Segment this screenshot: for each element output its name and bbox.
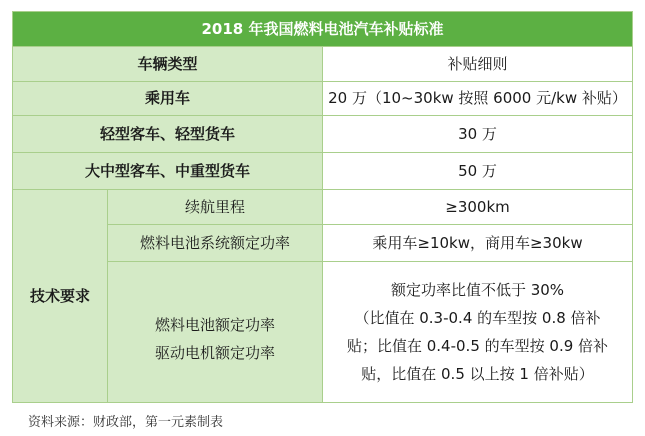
tech-value-power-ratio [323, 262, 632, 402]
tech-item-system-power: 燃料电池系统额定功率 [108, 225, 323, 262]
table-title: 2018 年我国燃料电池汽车补贴标准 [13, 12, 632, 47]
tech-value-range: ≥300km [323, 190, 632, 225]
header-subsidy-detail: 补贴细则 [323, 47, 632, 82]
row-subsidy-passenger: 20 万（10~30kw 按照 6000 元/kw 补贴） [323, 82, 632, 116]
subsidy-table [12, 11, 633, 403]
row-type-passenger: 乘用车 [13, 82, 323, 116]
ratio-line-1: 额定功率比值不低于 30% [390, 281, 565, 299]
ratio-line-3: 贴；比值在 0.4-0.5 的车型按 0.9 倍补 [346, 337, 609, 355]
ratio-name-fuel-cell: 燃料电池额定功率 [154, 316, 275, 334]
row-type-light: 轻型客车、轻型货车 [13, 116, 323, 153]
tech-requirements-label: 技术要求 [13, 190, 108, 402]
tech-item-power-ratio [108, 262, 323, 402]
tech-value-system-power: 乘用车≥10kw，商用车≥30kw [323, 225, 632, 262]
tech-item-range: 续航里程 [108, 190, 323, 225]
row-type-heavy: 大中型客车、中重型货车 [13, 153, 323, 190]
ratio-line-4: 贴，比值在 0.5 以上按 1 倍补贴） [361, 365, 594, 383]
row-subsidy-heavy: 50 万 [323, 153, 632, 190]
header-vehicle-type: 车辆类型 [13, 47, 323, 82]
ratio-line-2: （比值在 0.3-0.4 的车型按 0.8 倍补 [354, 309, 601, 327]
ratio-name-motor: 驱动电机额定功率 [154, 344, 275, 362]
source-note: 资料来源：财政部，第一元素制表 [28, 415, 224, 430]
row-subsidy-light: 30 万 [323, 116, 632, 153]
